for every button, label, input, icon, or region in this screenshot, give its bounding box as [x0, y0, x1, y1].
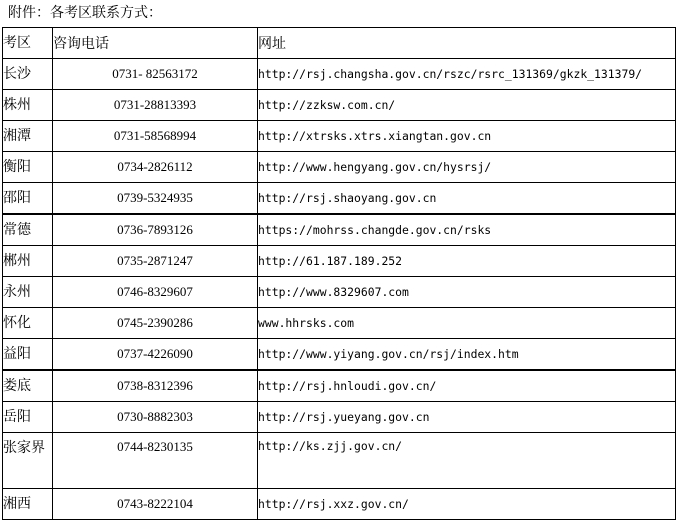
url-link[interactable]: https://mohrss.changde.gov.cn/rsks — [258, 214, 676, 246]
region-cell: 邵阳 — [3, 183, 53, 215]
region-cell: 怀化 — [3, 308, 53, 339]
region-cell: 岳阳 — [3, 402, 53, 433]
table-row — [3, 59, 676, 90]
table-row — [3, 402, 676, 433]
region-cell: 衡阳 — [3, 152, 53, 183]
header-region: 考区 — [3, 28, 53, 59]
phone-cell: 0738-8312396 — [53, 370, 258, 402]
table-row — [3, 433, 676, 489]
attachment-caption: 附件：各考区联系方式： — [8, 5, 162, 21]
url-link[interactable]: http://rsj.hnloudi.gov.cn/ — [258, 370, 676, 402]
table-row — [3, 370, 676, 402]
table-row — [3, 339, 676, 371]
phone-cell: 0735-2871247 — [53, 246, 258, 277]
region-cell: 常德 — [3, 214, 53, 246]
table-row — [3, 277, 676, 308]
phone-cell: 0731-28813393 — [53, 90, 258, 121]
table-row — [3, 246, 676, 277]
region-cell: 永州 — [3, 277, 53, 308]
phone-cell: 0739-5324935 — [53, 183, 258, 215]
url-link[interactable]: http://www.8329607.com — [258, 277, 676, 308]
url-link[interactable]: www.hhrsks.com — [258, 308, 676, 339]
table-row — [3, 121, 676, 152]
region-cell: 湘潭 — [3, 121, 53, 152]
table-row — [3, 308, 676, 339]
url-link[interactable]: http://rsj.yueyang.gov.cn — [258, 402, 676, 433]
phone-cell: 0744-8230135 — [53, 433, 258, 489]
table-row — [3, 489, 676, 520]
url-link[interactable]: http://61.187.189.252 — [258, 246, 676, 277]
url-link[interactable]: http://rsj.xxz.gov.cn/ — [258, 489, 676, 520]
url-link[interactable]: http://www.hengyang.gov.cn/hysrsj/ — [258, 152, 676, 183]
table-row — [3, 90, 676, 121]
region-cell: 张家界 — [3, 433, 53, 489]
url-link[interactable]: http://ks.zjj.gov.cn/ — [258, 433, 676, 489]
url-link[interactable]: http://xtrsks.xtrs.xiangtan.gov.cn — [258, 121, 676, 152]
region-cell: 益阳 — [3, 339, 53, 371]
contact-table — [2, 27, 676, 520]
phone-cell: 0737-4226090 — [53, 339, 258, 371]
table-row — [3, 183, 676, 215]
region-cell: 郴州 — [3, 246, 53, 277]
url-link[interactable]: http://www.yiyang.gov.cn/rsj/index.htm — [258, 339, 676, 371]
region-cell: 长沙 — [3, 59, 53, 90]
header-phone: 咨询电话 — [53, 28, 258, 59]
phone-cell: 0745-2390286 — [53, 308, 258, 339]
table-header-row — [3, 28, 676, 59]
region-cell: 娄底 — [3, 370, 53, 402]
url-link[interactable]: http://zzksw.com.cn/ — [258, 90, 676, 121]
region-cell: 株州 — [3, 90, 53, 121]
url-link[interactable]: http://rsj.shaoyang.gov.cn — [258, 183, 676, 215]
phone-cell: 0736-7893126 — [53, 214, 258, 246]
phone-cell: 0731-58568994 — [53, 121, 258, 152]
table-row — [3, 152, 676, 183]
phone-cell: 0731- 82563172 — [53, 59, 258, 90]
header-url: 网址 — [258, 28, 676, 59]
phone-cell: 0730-8882303 — [53, 402, 258, 433]
phone-cell: 0734-2826112 — [53, 152, 258, 183]
url-link[interactable]: http://rsj.changsha.gov.cn/rszc/rsrc_131369/gkzk_131379/ — [258, 59, 676, 90]
table-row — [3, 214, 676, 246]
phone-cell: 0746-8329607 — [53, 277, 258, 308]
phone-cell: 0743-8222104 — [53, 489, 258, 520]
region-cell: 湘西 — [3, 489, 53, 520]
